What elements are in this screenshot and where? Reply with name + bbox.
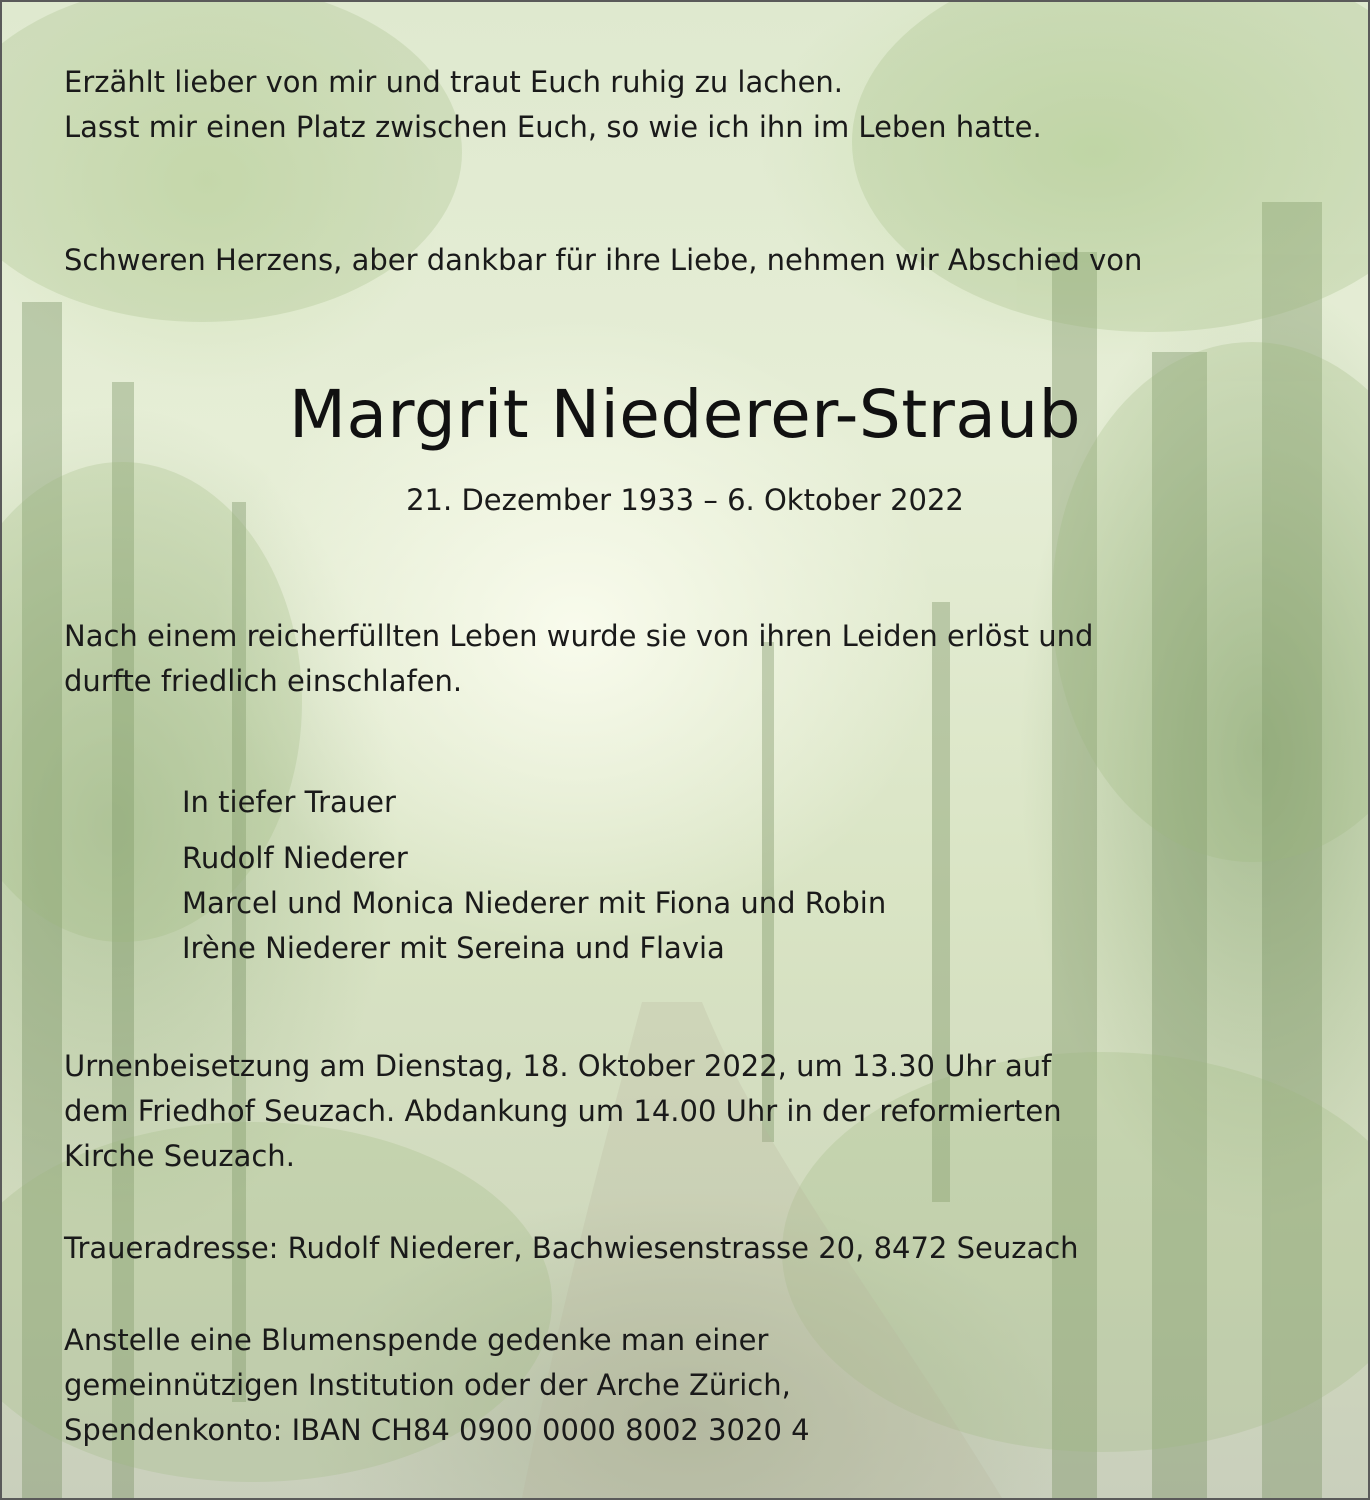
mourners-list [182, 836, 886, 971]
donation-line-2: gemeinnützigen Institution oder der Arche Zürich, [64, 1368, 791, 1402]
life-line-2: durfte friedlich einschlafen. [64, 664, 463, 698]
mourner-name: Marcel und Monica Niederer mit Fiona und Robin [182, 886, 887, 920]
life-line-1: Nach einem reicherfüllten Leben wurde sie von ihren Leiden erlöst und [64, 619, 1094, 653]
mourner-name: Irène Niederer mit Sereina und Flavia [182, 931, 725, 965]
mourning-heading: In tiefer Trauer [182, 785, 396, 819]
intro-text: Schweren Herzens, aber dankbar für ihre Liebe, nehmen wir Abschied von [64, 243, 1143, 277]
service-line-1: Urnenbeisetzung am Dienstag, 18. Oktober 2022, um 13.30 Uhr auf [64, 1049, 1052, 1083]
service-line-3: Kirche Seuzach. [64, 1139, 295, 1173]
mourning-address: Traueradresse: Rudolf Niederer, Bachwiesenstrasse 20, 8472 Seuzach [64, 1231, 1079, 1265]
life-statement [64, 614, 1093, 704]
donation-note [64, 1318, 810, 1453]
motto-quote [64, 60, 1042, 150]
donation-line-1: Anstelle eine Blumenspende gedenke man einer [64, 1323, 769, 1357]
deceased-name: Margrit Niederer-Straub [289, 376, 1081, 453]
donation-line-3: Spendenkonto: IBAN CH84 0900 0000 8002 3020 4 [64, 1413, 810, 1447]
service-details [64, 1044, 1062, 1179]
motto-line-2: Lasst mir einen Platz zwischen Euch, so wie ich ihn im Leben hatte. [64, 110, 1042, 144]
life-dates: 21. Dezember 1933 – 6. Oktober 2022 [406, 483, 964, 517]
motto-line-1: Erzählt lieber von mir und traut Euch ruhig zu lachen. [64, 65, 844, 99]
mourner-name: Rudolf Niederer [182, 841, 408, 875]
service-line-2: dem Friedhof Seuzach. Abdankung um 14.00 Uhr in der reformierten [64, 1094, 1062, 1128]
